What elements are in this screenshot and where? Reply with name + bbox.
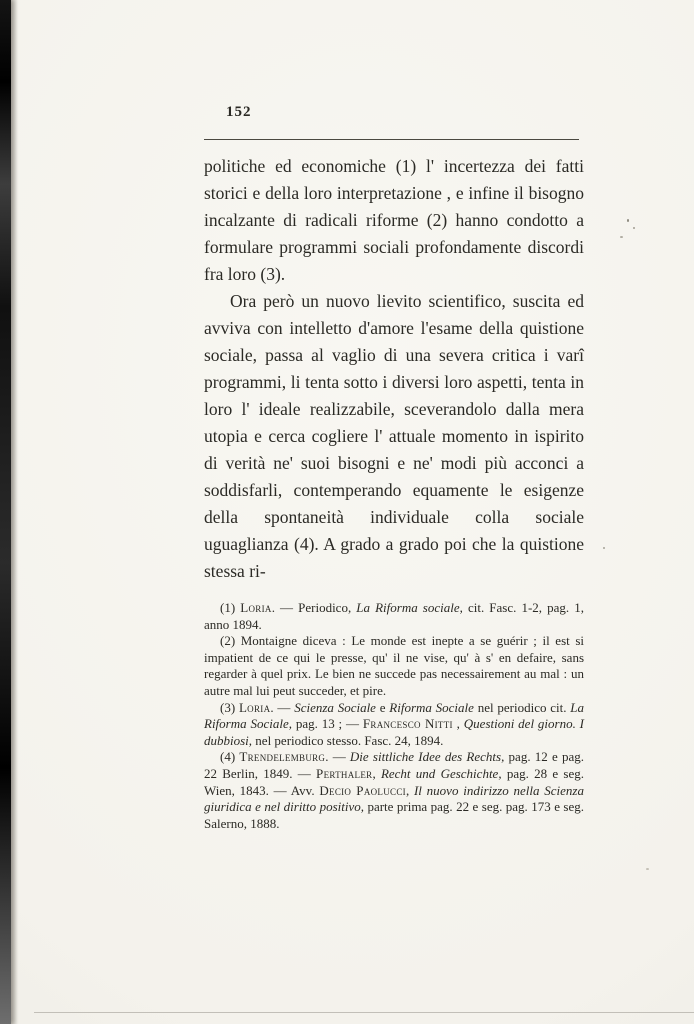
footnotes-section — [204, 600, 584, 832]
body-paragraph: Ora però un nuovo lievito scientifico, suscita ed avviva con intelletto d'amore l'esame della quistione sociale, passa al vaglio di una severa critica i varî programmi, li tenta sotto i diversi loro aspetti, tenta in loro l' ideale realizzabile, sceverandolo dalla mera utopia e cerca cogliere l' attuale momento in ispirito di verità ne' suoi bisogni e ne' modi più acconci a soddisfarli, contemperando equamente le esigenze della spontaneità individuale colla sociale uguaglianza (4). A grado a grado poi che la quistione stessa ri- — [204, 291, 584, 581]
scan-edge-gradient — [11, 0, 18, 1024]
scan-speck — [646, 868, 649, 870]
footnote-segment: Trendelemburg — [239, 749, 326, 765]
footnote-segment: La Riforma Sociale, — [204, 699, 584, 732]
footnote-segment: , — [452, 716, 464, 732]
footnote-segment: Decio Paolucci — [319, 782, 406, 798]
body-paragraph: politiche ed economiche (1) l' incertezza dei fatti storici e della loro interpretazione , e infine il bisogno incalzante di radicali riforme (2) hanno condotto a formulare programmi sociali profondamente discordi fra loro (3). — [204, 156, 584, 284]
footnote-segment: , — [372, 765, 381, 781]
scan-speck — [603, 547, 605, 549]
footnote — [204, 700, 584, 750]
footnote-segment: Il nuovo indirizzo nella Scienza giuridica e nel diritto positivo, — [204, 782, 584, 815]
scan-edge-shadow — [0, 0, 11, 1024]
footnote-segment: pag. 12 e pag. 22 Berlin, 1849. — — [204, 749, 585, 781]
scan-speck — [620, 236, 623, 238]
scan-speck — [627, 219, 629, 222]
text-column — [204, 153, 584, 832]
footnote-segment: La Riforma sociale, — [356, 600, 463, 615]
footnote-segment: Francesco Nitti — [362, 716, 453, 732]
footnote-segment: Perthaler — [316, 765, 373, 781]
footnote-segment: Recht und Geschichte, — [380, 765, 502, 781]
footnote-segment: nel periodico cit. — [473, 699, 571, 715]
footnote-segment: . — Periodico, — [271, 600, 357, 615]
footnote-segment: parte prima pag. 22 e seg. pag. 173 e seg. Salerno, 1888. — [204, 799, 584, 831]
footnote-segment: pag. 28 e seg. Wien, 1843. — Avv. — [204, 765, 584, 798]
footnote-segment: (2) Montaigne diceva : Le monde est inepte a se guérir ; il est si impatient de ce qui le presse, qu' il ne vise, qu' à s' en defaire, sans regarder à quel prix. Le bien ne succede pas necessairement au mal : un autre mal lui peut succeder, et pire. — [204, 633, 584, 698]
footnote-segment: pag. 13 ; — — [291, 716, 363, 732]
page-number: 152 — [226, 104, 252, 120]
footnote-segment: . — — [270, 699, 295, 715]
footnote-segment: Die sittliche Idee des Rechts, — [349, 749, 505, 765]
footnote — [204, 600, 584, 633]
footnote — [204, 633, 584, 699]
footnote-segment: (3) — [220, 699, 239, 715]
footnote-segment: , — [405, 782, 414, 798]
footnote — [204, 749, 584, 832]
scan-speck — [633, 227, 635, 229]
footnote-segment: (1) — [220, 600, 241, 615]
footnote-segment: . — — [325, 749, 350, 765]
footnote-segment: Loria — [238, 699, 271, 715]
footnote-segment: (4) — [220, 749, 240, 765]
footnote-segment: Riforma Sociale — [389, 699, 474, 715]
scan-bottom-edge — [34, 1012, 694, 1013]
footnote-segment: Scienza Sociale — [294, 699, 376, 715]
footnote-segment: e — [375, 699, 390, 715]
footnote-segment: cit. Fasc. 1-2, pag. 1, anno 1894. — [204, 600, 584, 632]
footnote-segment: Loria — [240, 600, 272, 615]
footnote-segment: Questioni del giorno. I dubbiosi, — [204, 716, 585, 748]
header-rule — [204, 139, 579, 140]
footnote-segment: nel periodico stesso. Fasc. 24, 1894. — [252, 732, 444, 748]
